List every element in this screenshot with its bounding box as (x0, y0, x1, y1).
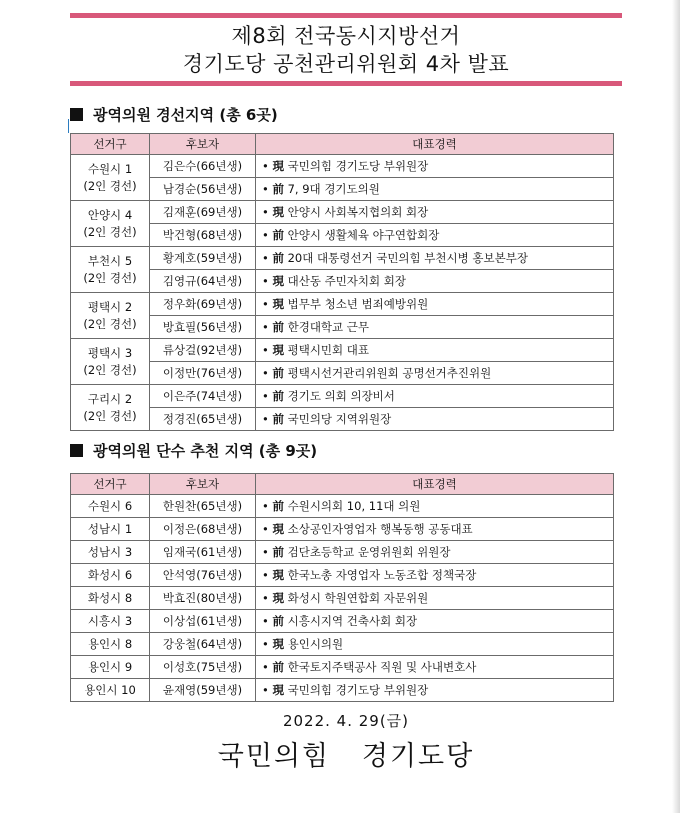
section-heading-primary (70, 105, 278, 125)
career-text: 한국토지주택공사 직원 및 사내변호사 (287, 660, 477, 674)
region-cell: 용인시 8 (71, 633, 150, 656)
career-text: 용인시의원 (287, 637, 344, 651)
candidate-cell: 남경순(56년생) (150, 178, 256, 201)
career-text: 한국노총 자영업자 노동조합 정책국장 (287, 568, 477, 582)
region-note: (2인 경선) (83, 362, 137, 377)
bullet-dot-icon: • (262, 499, 273, 513)
candidate-cell: 정경진(65년생) (150, 408, 256, 431)
column-header-career: 대표경력 (256, 474, 614, 495)
bullet-dot-icon: • (262, 660, 273, 674)
title-line-1: 제8회 전국동시지방선거 (231, 24, 461, 48)
candidate-cell: 이정만(76년생) (150, 362, 256, 385)
region-cell: 성남시 3 (71, 541, 150, 564)
career-cell (256, 293, 614, 316)
career-cell (256, 224, 614, 247)
candidate-cell: 김은수(66년생) (150, 155, 256, 178)
text-cursor (68, 119, 69, 133)
candidate-cell: 이은주(74년생) (150, 385, 256, 408)
region-cell: 화성시 6 (71, 564, 150, 587)
bullet-dot-icon: • (262, 637, 273, 651)
career-status-prefix: 前 (272, 251, 284, 265)
column-header-career: 대표경력 (256, 134, 614, 155)
career-text: 7, 9대 경기도의원 (287, 182, 380, 196)
career-status-prefix: 現 (272, 522, 284, 536)
table-row (71, 633, 614, 656)
bullet-dot-icon: • (262, 251, 273, 265)
career-status-prefix: 前 (272, 614, 284, 628)
candidate-cell: 류상걸(92년생) (150, 339, 256, 362)
career-status-prefix: 現 (272, 568, 284, 582)
table-row (71, 155, 614, 178)
career-text: 국민의힘 경기도당 부위원장 (287, 683, 429, 697)
table-row (71, 385, 614, 408)
primary-contest-table (70, 133, 614, 431)
career-text: 국민의힘 경기도당 부위원장 (287, 159, 429, 173)
region-note: (2인 경선) (83, 316, 137, 331)
career-text: 대산동 주민자치회 회장 (287, 274, 407, 288)
career-text: 소상공인자영업자 행복동행 공동대표 (287, 522, 473, 536)
region-note: (2인 경선) (83, 224, 137, 239)
candidate-cell: 김재훈(69년생) (150, 201, 256, 224)
region-cell: 성남시 1 (71, 518, 150, 541)
bullet-dot-icon: • (262, 389, 273, 403)
bullet-dot-icon: • (262, 205, 273, 219)
table-row (71, 247, 614, 270)
region-cell: 용인시 9 (71, 656, 150, 679)
table-row (71, 201, 614, 224)
column-header-candidate: 후보자 (150, 134, 256, 155)
table-row (71, 679, 614, 702)
table-row (71, 316, 614, 339)
career-cell (256, 178, 614, 201)
table-row (71, 293, 614, 316)
career-status-prefix: 現 (272, 297, 284, 311)
bullet-dot-icon: • (262, 545, 273, 559)
career-text: 한경대학교 근무 (287, 320, 370, 334)
candidate-cell: 김영규(64년생) (150, 270, 256, 293)
career-cell (256, 385, 614, 408)
table-row (71, 270, 614, 293)
candidate-cell: 이상섭(61년생) (150, 610, 256, 633)
career-status-prefix: 現 (272, 343, 284, 357)
career-cell (256, 339, 614, 362)
career-text: 법무부 청소년 범죄예방위원 (287, 297, 429, 311)
candidate-cell: 이성호(75년생) (150, 656, 256, 679)
region-name: 수원시 1 (87, 161, 133, 176)
career-status-prefix: 前 (272, 320, 284, 334)
career-cell (256, 495, 614, 518)
career-cell (256, 679, 614, 702)
bullet-dot-icon: • (262, 159, 273, 173)
candidate-cell: 안석영(76년생) (150, 564, 256, 587)
region-note: (2인 경선) (83, 178, 137, 193)
announcement-date: 2022. 4. 29(금) (282, 712, 410, 730)
career-text: 검단초등학교 운영위원회 위원장 (287, 545, 451, 559)
candidate-cell: 박건형(68년생) (150, 224, 256, 247)
bullet-dot-icon: • (262, 182, 273, 196)
table-row (71, 495, 614, 518)
career-text: 국민의당 지역위원장 (287, 412, 392, 426)
career-status-prefix: 前 (272, 545, 284, 559)
career-cell (256, 247, 614, 270)
region-cell (71, 201, 150, 247)
candidate-cell: 황계호(59년생) (150, 247, 256, 270)
table-row (71, 518, 614, 541)
column-header-region: 선거구 (71, 474, 150, 495)
candidate-cell: 한원찬(65년생) (150, 495, 256, 518)
career-cell (256, 564, 614, 587)
bullet-dot-icon: • (262, 591, 273, 605)
region-cell (71, 339, 150, 385)
column-header-candidate: 후보자 (150, 474, 256, 495)
bullet-dot-icon: • (262, 683, 273, 697)
career-cell (256, 633, 614, 656)
career-status-prefix: 前 (272, 366, 284, 380)
career-text: 20대 대통령선거 국민의힘 부천시병 홍보본부장 (287, 251, 528, 265)
top-accent-bar (70, 13, 622, 18)
career-text: 경기도 의회 의장비서 (287, 389, 395, 403)
column-header-region: 선거구 (71, 134, 150, 155)
candidate-cell: 강웅철(64년생) (150, 633, 256, 656)
table-row (71, 408, 614, 431)
career-cell (256, 587, 614, 610)
table-row (71, 178, 614, 201)
region-name: 구리시 2 (87, 391, 133, 406)
career-cell (256, 610, 614, 633)
career-cell (256, 518, 614, 541)
region-cell: 수원시 6 (71, 495, 150, 518)
single-nomination-table (70, 473, 614, 702)
career-cell (256, 541, 614, 564)
section-heading-text: 광역의원 경선지역 (총 6곳) (93, 106, 278, 124)
career-status-prefix: 前 (272, 228, 284, 242)
region-cell: 시흥시 3 (71, 610, 150, 633)
bullet-dot-icon: • (262, 297, 273, 311)
bullet-dot-icon: • (262, 412, 273, 426)
region-name: 평택시 2 (87, 299, 133, 314)
region-note: (2인 경선) (83, 270, 137, 285)
region-cell (71, 247, 150, 293)
region-cell (71, 385, 150, 431)
organization-name: 국민의힘 경기도당 (217, 741, 475, 772)
career-cell (256, 270, 614, 293)
career-text: 안양시 사회복지협의회 회장 (287, 205, 429, 219)
career-status-prefix: 前 (272, 182, 284, 196)
career-status-prefix: 現 (272, 159, 284, 173)
section-heading-text: 광역의원 단수 추천 지역 (총 9곳) (93, 442, 318, 460)
bullet-dot-icon: • (262, 568, 273, 582)
page-edge-shadow (672, 0, 680, 813)
bullet-dot-icon: • (262, 320, 273, 334)
region-name: 부천시 5 (87, 253, 133, 268)
career-text: 안양시 생활체육 야구연합회장 (287, 228, 440, 242)
table-row (71, 587, 614, 610)
career-status-prefix: 現 (272, 637, 284, 651)
region-cell: 용인시 10 (71, 679, 150, 702)
bullet-dot-icon: • (262, 343, 273, 357)
career-text: 시흥시지역 건축사회 회장 (287, 614, 418, 628)
career-status-prefix: 前 (272, 660, 284, 674)
career-status-prefix: 前 (272, 499, 284, 513)
bullet-dot-icon: • (262, 614, 273, 628)
region-name: 안양시 4 (87, 207, 133, 222)
bottom-accent-bar (70, 81, 622, 86)
career-cell (256, 316, 614, 339)
career-status-prefix: 前 (272, 412, 284, 426)
candidate-cell: 임재국(61년생) (150, 541, 256, 564)
career-cell (256, 362, 614, 385)
table-row (71, 564, 614, 587)
bullet-square-icon (70, 108, 83, 121)
section-heading-single (70, 441, 317, 461)
table-row (71, 362, 614, 385)
bullet-dot-icon: • (262, 228, 273, 242)
career-status-prefix: 前 (272, 389, 284, 403)
career-cell (256, 201, 614, 224)
career-status-prefix: 現 (272, 274, 284, 288)
region-cell (71, 155, 150, 201)
candidate-cell: 박효진(80년생) (150, 587, 256, 610)
bullet-square-icon (70, 444, 83, 457)
region-name: 평택시 3 (87, 345, 133, 360)
region-cell: 화성시 8 (71, 587, 150, 610)
candidate-cell: 윤재영(59년생) (150, 679, 256, 702)
career-status-prefix: 現 (272, 205, 284, 219)
career-cell (256, 656, 614, 679)
region-note: (2인 경선) (83, 408, 137, 423)
table-row (71, 656, 614, 679)
career-text: 화성시 학원연합회 자문위원 (287, 591, 429, 605)
career-cell (256, 155, 614, 178)
bullet-dot-icon: • (262, 366, 273, 380)
table-row (71, 541, 614, 564)
career-status-prefix: 現 (272, 591, 284, 605)
table-header-row (71, 474, 614, 495)
career-status-prefix: 現 (272, 683, 284, 697)
bullet-dot-icon: • (262, 522, 273, 536)
bullet-dot-icon: • (262, 274, 273, 288)
table-row (71, 224, 614, 247)
career-text: 수원시의회 10, 11대 의원 (287, 499, 421, 513)
table-header-row (71, 134, 614, 155)
candidate-cell: 이정은(68년생) (150, 518, 256, 541)
career-cell (256, 408, 614, 431)
career-text: 평택시선거관리위원회 공명선거추진위원 (287, 366, 492, 380)
title-line-2: 경기도당 공천관리위원회 4차 발표 (182, 52, 510, 76)
candidate-cell: 방효필(56년생) (150, 316, 256, 339)
table-row (71, 339, 614, 362)
region-cell (71, 293, 150, 339)
table-row (71, 610, 614, 633)
candidate-cell: 정우화(69년생) (150, 293, 256, 316)
career-text: 평택시민회 대표 (287, 343, 370, 357)
